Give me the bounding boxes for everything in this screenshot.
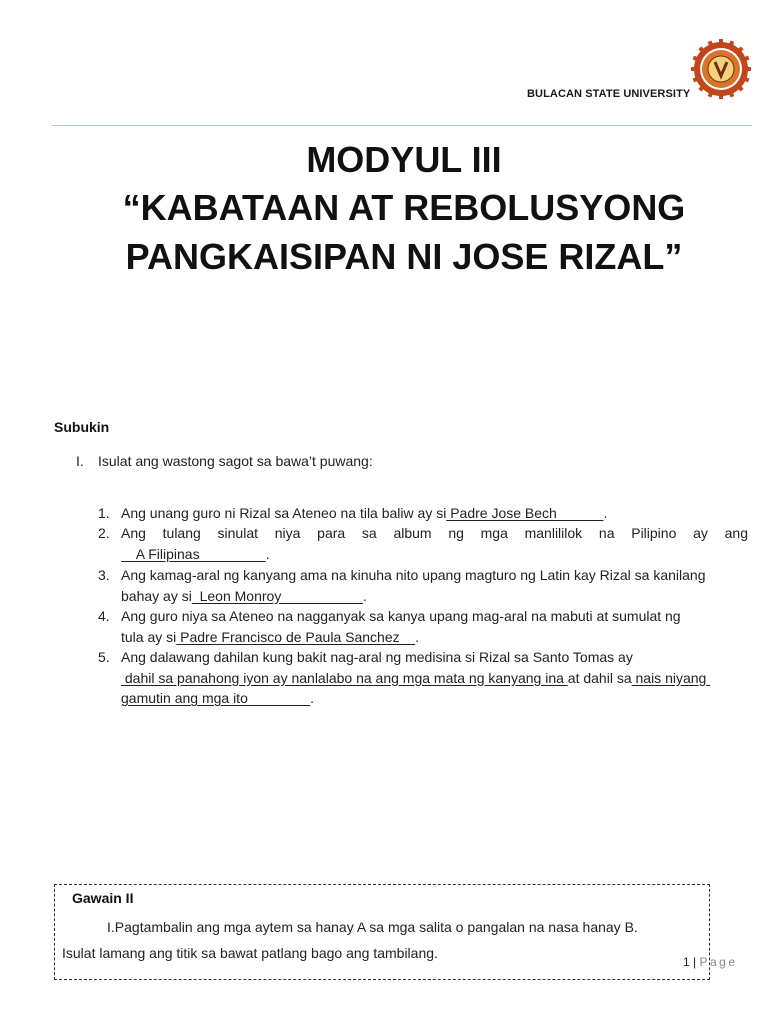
instruction	[76, 453, 373, 469]
list-item	[98, 523, 748, 564]
module-subtitle-line1: “KABATAAN AT REBOLUSYONG	[122, 187, 686, 228]
item-text: Ang unang guro ni Rizal sa Ateneo na tila baliw ay si	[121, 505, 447, 521]
item-end: .	[310, 690, 314, 706]
item-number: 2.	[98, 525, 110, 541]
instruction-text: Isulat ang wastong sagot sa bawa’t puwang:	[98, 453, 373, 469]
item-text-cont: tula ay si	[121, 628, 177, 645]
university-seal-logo	[690, 38, 752, 100]
answer-blank: Leon Monroy	[191, 587, 364, 604]
item-end: .	[363, 587, 367, 604]
activity-instruction-line2: Isulat lamang ang titik sa bawat patlang bago ang tambilang.	[62, 945, 438, 961]
list-item	[98, 606, 748, 647]
answer-blank: Padre Francisco de Paula Sanchez	[176, 628, 416, 645]
item-text: Ang kamag-aral ng kanyang ama na kinuha nito upang magturo ng Latin kay Rizal sa kanilang	[121, 567, 706, 583]
activity-instruction-line1: I.Pagtambalin ang mga aytem sa hanay A sa mga salita o pangalan na nasa hanay B.	[107, 919, 638, 935]
section-heading: Subukin	[54, 419, 110, 435]
item-end: .	[265, 545, 270, 562]
item-text: Ang dalawang dahilan kung bakit nag-aral ng medisina si Rizal sa Santo Tomas ay	[121, 649, 633, 665]
answer-blank-2: nais niyang	[631, 669, 711, 686]
answer-blank-3: gamutin ang mga ito	[121, 690, 311, 706]
activity-title: Gawain II	[72, 890, 134, 906]
module-title: MODYUL III	[306, 139, 502, 180]
instruction-number: I.	[76, 453, 84, 469]
module-subtitle-line2: PANGKAISIPAN NI JOSE RIZAL”	[125, 236, 683, 277]
answer-blank: dahil sa panahong iyon ay nanlalabo na ang mga mata ng kanyang ina	[121, 669, 568, 686]
page-label: Page	[699, 955, 738, 969]
item-text-mid: at dahil sa	[567, 669, 632, 686]
list-item	[98, 503, 748, 524]
item-text: Ang guro niya sa Ateneo na nagganyak sa kanya upang mag-aral na mabuti at sumulat ng	[121, 608, 681, 624]
item-number: 5.	[98, 649, 110, 665]
item-text: Ang tulang sinulat niya para sa album ng mga manlililok na Pilipino ay ang	[121, 525, 748, 541]
item-end: .	[603, 505, 608, 521]
university-name: BULACAN STATE UNIVERSITY	[527, 88, 691, 100]
answer-blank: Padre Jose Bech	[446, 505, 604, 521]
item-number: 1.	[98, 505, 110, 521]
item-end: .	[415, 628, 420, 645]
item-number: 4.	[98, 608, 110, 624]
page-separator: |	[689, 955, 700, 969]
page-number	[683, 955, 738, 969]
list-item	[98, 647, 748, 709]
header-divider	[52, 125, 752, 126]
answer-blank: A Filipinas	[121, 545, 266, 562]
list-item	[98, 565, 748, 606]
item-text-cont: bahay ay si	[121, 587, 192, 604]
page-number-value: 1	[683, 955, 690, 969]
item-number: 3.	[98, 567, 110, 583]
